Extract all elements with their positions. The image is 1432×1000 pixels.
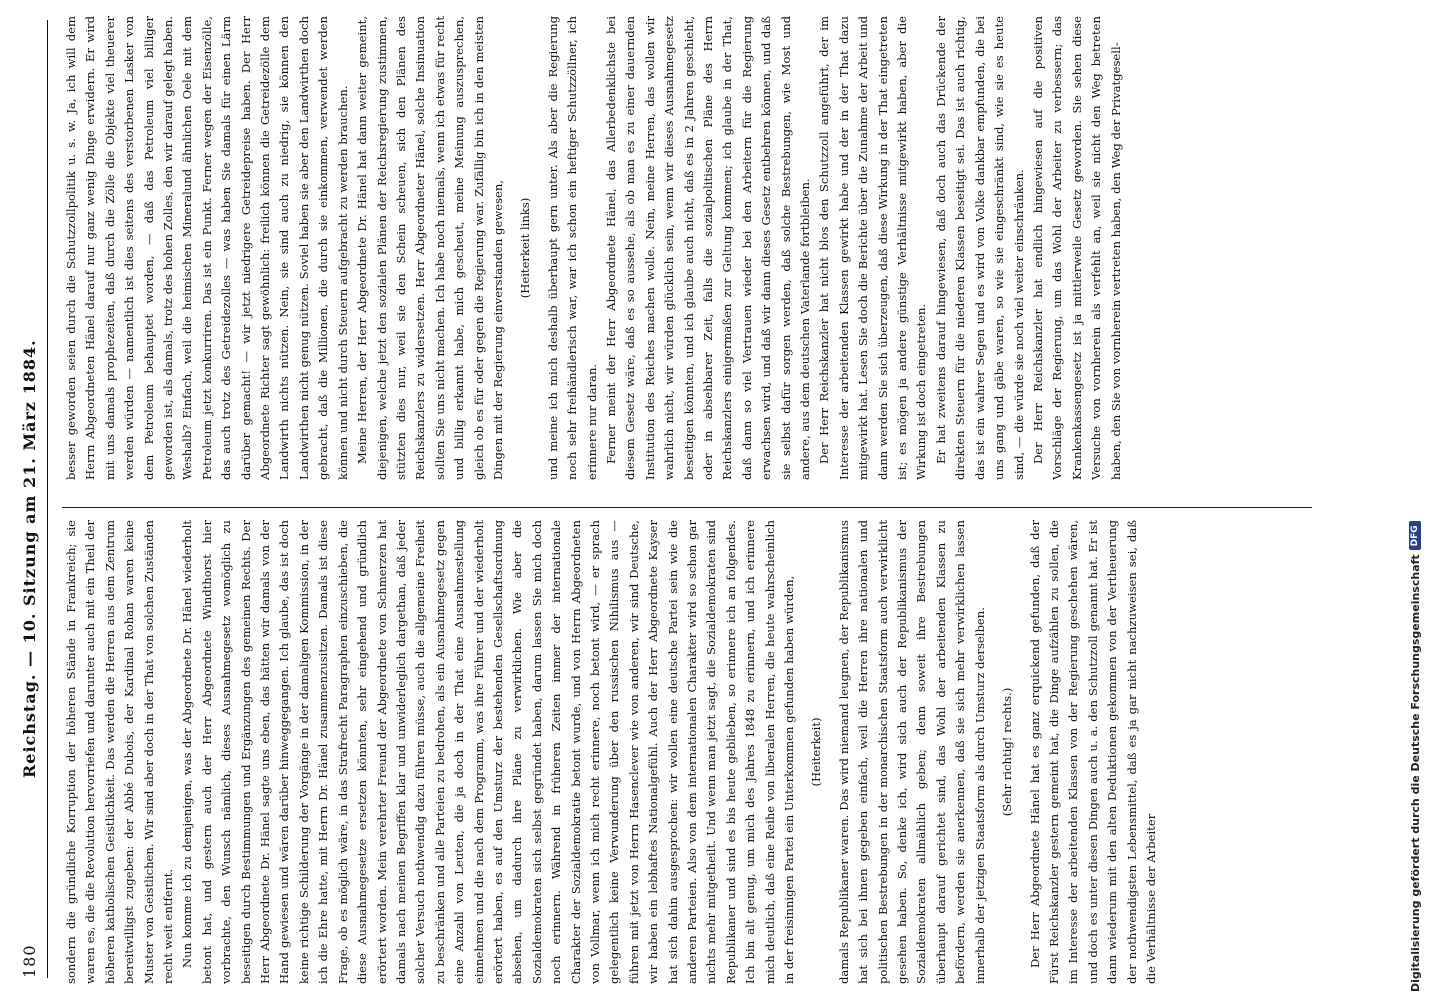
interjection-heiterkeit-links: (Heiterkeit links) <box>518 197 533 299</box>
paragraph: Nun komme ich zu demjenigen, was der Abgeordnete Dr. Hänel wiederholt betont hat, und gestern auch der Herr Abgeordnete Windthorst hier vorbrachte, den Wunsch nämlich, dieses Ausnahmegesetz womöglich zu beseitigen durch Bestimmungen und Ergänzungen des gemeinen Rechts. Der Herr Abgeordnete Dr. Hänel sagte uns eben, das hätten wir damals von der Hand gewiesen und wären darüber hinweggegangen. Ich glaube, das ist doch keine richtige Schilderung der Vorgänge in der damaligen Kommission, in der ich die Ehre hatte, mit Herrn Dr. Hänel zusammenzusitzen. Damals ist diese Frage, ob es möglich wäre, in das Strafrecht Paragraphen einzuschieben, die diese Ausnahmegesetze ersetzen könnten, sehr eingehend und gründlich erörtert worden. Mein verehrter Freund der Abgeordnete von Schmerzen hat damals nach meinen Begriffen klar und unwiderleglich dargethan, daß jeder solcher Versuch nothwendig dazu führen müsse, auch die allgemeine Freiheit zu beschränken und alle Parteien zu bedrohen, als ein Ausnahmegesetz gegen eine Anzahl von Leuten, die ja doch in der That eine Ausnahmestellung einnehmen und die nach dem Programm, was ihre Führer und der wiederholt erörtert haben, es auf den Umsturz der bestehenden Gesellschaftsordnung absehen, um dadurch ihre Pläne zu verwirklichen. Wie aber die Sozialdemokraten sich selbst gegründet haben, darum lassen Sie mich doch noch erinnern. Während in früheren Zeiten immer der internationale Charakter der Sozialdemokratie betont wurde, und von Herrn Abgeordneten von Vollmar, wenn ich mich recht erinnere, noch betont wird, — er sprach gelegentlich keine Verwunderung über den russischen Nihilismus aus — führen mit jetzt von Herrn Hasenclever wie von anderen, wir sind Deutsche, wir haben ein lebhaftes Nationalgefühl. Auch der Herr Abgeordnete Kayser hat sich dahin ausgesprochen: wir wollen eine deutsche Partei sein wie die anderen Parteien. Also von dem internationalen Charakter wird so schon gar nichts mehr mitgetheilt. Und wenn man jetzt sagt, die Sozialdemokraten sind Republikaner und sind es bis heute geblieben, so erinnere ich an folgendes. Ich bin alt genug, um mich des Jahres 1848 zu erinnern, und ich erinnere mich deutlich, daß eine Reihe von liberalen Herren, die heute wahrscheinlich in der freisinnigen Partei ein Unterkommen gefunden haben würden, <box>180 520 797 984</box>
dfg-logo: DFG <box>1409 521 1421 550</box>
digitization-note: Digitalisierung gefördert durch die Deutsche Forschungsgemeinschaft <box>1408 554 1422 992</box>
paragraph: Ferner meint der Herr Abgeordnete Hänel, das Allerbedenklichste bei diesem Gesetz wäre, daß es so aussehe, als ob man es zu einer dauernden Institution des Reiches machen wolle. Nein, meine Herren, das wollen wir wahrlich nicht, wir würden glücklich sein, wenn wir dieses Ausnahmegesetz beseitigen könnten, und ich glaube auch nicht, daß es in 2 Jahren geschieht, oder in absehbarer Zeit, falls die sozialpolitischen Pläne des Herrn Reichskanzlers einigermaßen zur Geltung kommen; ich glaube in der That, daß dann so viel Vertrauen wieder bei den Arbeitern für die Regierung erwachsen wird, und daß wir dann dieses Gesetz entbehren können, und daß sie selbst dafür sorgen werden, daß solche Bestrebungen, wie Most und andere, aus dem deutschen Vaterlande fortbleiben. <box>603 16 813 480</box>
running-title: Reichstag. — 10. Sitzung am 21. März 1884. <box>20 339 39 778</box>
digitization-sidebar <box>1404 0 1426 1000</box>
column-divider <box>62 507 1312 508</box>
page-number: 180 <box>20 944 39 978</box>
paragraph: Der Herr Abgeordnete Hänel hat es ganz erquickend gefunden, daß der Fürst Reichskanzler gestern gemeint hat, die Dinge aufzählen zu sollen, die im Interesse der arbeitenden Klassen von der Regierung geschehen wären, und doch es unter diesen Dingen auch u. a. den Schutzzoll genannt hat. Er ist dann wiederum mit den alten Deduktionen gekommen von der Vertheuerung der nothwendigsten Lebensmittel, daß es ja gar nicht nachzuweisen sei, daß die Verhältnisse der Arbeiter <box>1027 520 1158 984</box>
interjection-approval: (Sehr richtig! rechts.) <box>1000 687 1015 817</box>
paragraph: und meine ich mich deshalb überhaupt gern unter. Als aber die Regierung noch sehr freihändlerisch war, war ich schon ein heftiger Schutzzöllner, ich erinnere nur daran. <box>545 16 599 480</box>
right-column <box>62 16 1126 480</box>
paragraph: Er hat zweitens darauf hingewiesen, daß doch auch das Drückende der direkten Steuern für die niederen Klassen beseitigt sei. Das ist auch richtig, das ist ein wahrer Segen und es wird von Volke dankbar empfunden, die bei uns gang und gäbe waren, so wie sie eingeschränkt sind, wie sie es heute sind, — die würde sie noch viel weiter einschränken. <box>933 16 1026 480</box>
paragraph: damals Republikaner waren. Das wird niemand leugnen, der Republikanismus hat sich bei ihnen gegeben einfach, weil die Herren ihre nationalen und politischen Bestrebungen in der monarchischen Staatsform auch verwirklicht gesehen haben. So, denke ich, wird sich auch der Republikanismus der Sozialdemokraten allmählich geben; denn soweit ihre Bestrebungen überhaupt darauf gerichtet sind, das Wohl der arbeitenden Klassen zu befördern, werden sie anerkennen, daß sie sich mehr verwirklichen lassen innerhalb der jetzigen Staatsform als durch Umsturz derselben. <box>836 520 987 984</box>
paragraph: Der Herr Reichskanzler hat endlich hingewiesen auf die positiven Vorschläge der Regierung, um das Wohl der Arbeiter zu verbessern; das Krankenkassengesetz ist ja mittlerweile Gesetz geworden. Sie sehen diese Versuche von vornherein als verfehlt an, weil sie nicht den Weg betreten haben, den Sie von vornherein vertreten haben, den Weg der Privatgesell- <box>1030 16 1123 480</box>
paragraph: besser geworden seien durch die Schutzzollpolitik u. s. w. Ja, ich will dem Herrn Abgeordneten Hänel darauf nur ganz wenig Dinge erwidern. Er wird mit uns damals prophezeiten, daß durch die Zölle die Objekte viel theuerer werden würden — namentlich ist dies seitens des verstorbenen Lasker von dem Petroleum behauptet worden, — daß das Petroleum viel billiger geworden ist, als damals, trotz des hohen Zolles, den wir darauf gelegt haben. Weshalb? Einfach, weil die heimischen Mineralund ähnlichen Oele mit dem Petroleum jetzt konkurriren. Das ist ein Punkt. Ferner wegen der Eisenzölle, das auch trotz des Getreidezolles — was haben Sie damals für einen Lärm darüber gemacht! — wir jetzt niedrigere Getreidepreise haben. Der Herr Abgeordnete Richter sagt gewöhnlich: freilich können die Getreidezölle dem Landwirth nichts nützen. Nein, sie sind auch zu niedrig, sie können den Landwirthen nicht genug nützen. Soviel haben sie aber den Landwirthen doch gebracht, daß die Millionen, die durch sie einkommen, verwendet werden können und nicht durch Steuern aufgebracht zu werden brauchen. <box>64 16 350 480</box>
page-header <box>16 20 46 978</box>
interjection-heiterkeit: (Heiterkeit) <box>809 717 824 787</box>
paragraph: sondern die gründliche Korruption der höheren Stände in Frankreich; sie waren es, die die Revolution hervorriefen und darunter auch mit ein Theil der höheren katholischen Geistlichkeit. Das werden die Herren aus dem Zentrum bereitwilligst zugeben: der Abbé Dubois, der Kardinal Rohan waren keine Muster von Geistlichen. Wir sind aber doch in der That von solchen Zuständen recht weit entfernt. <box>64 520 176 984</box>
header-rule <box>47 20 48 978</box>
paragraph: Meine Herren, der Herr Abgeordnete Dr. Hänel hat dann weiter gemeint, diejenigen, welche jetzt den sozialen Plänen der Reichsregierung zustimmen, stützten dies nur, weil sie den Schein scheuen, sich den Plänen des Reichskanzlers zu widersetzen. Herr Abgeordneter Hänel, solche Insinuation sollten Sie uns nicht machen. Ich habe noch niemals, wenn ich etwas für recht und billig erkannt habe, mich gescheut, meine Meinung auszusprechen, gleich ob es für oder gegen die Regierung war. Zufällig bin ich in den meisten Dingen mit der Regierung einverstanden gewesen, <box>355 16 505 480</box>
digitization-stamp <box>1404 0 1426 1000</box>
paragraph: Der Herr Reichskanzler hat nicht blos den Schutzzoll angeführt, der im Interesse der arbeitenden Klassen gewirkt habe und der in der That dazu mitgewirkt hat. Lesen Sie doch die Berichte über die Zunahme der Arbeit und dann werden Sie sich überzeugen, daß diese Wirkung in der That eingetreten ist; es mögen ja andere günstige Verhältnisse mitgewirkt haben, aber die Wirkung ist doch eingetreten. <box>817 16 929 480</box>
left-column <box>62 520 1161 984</box>
